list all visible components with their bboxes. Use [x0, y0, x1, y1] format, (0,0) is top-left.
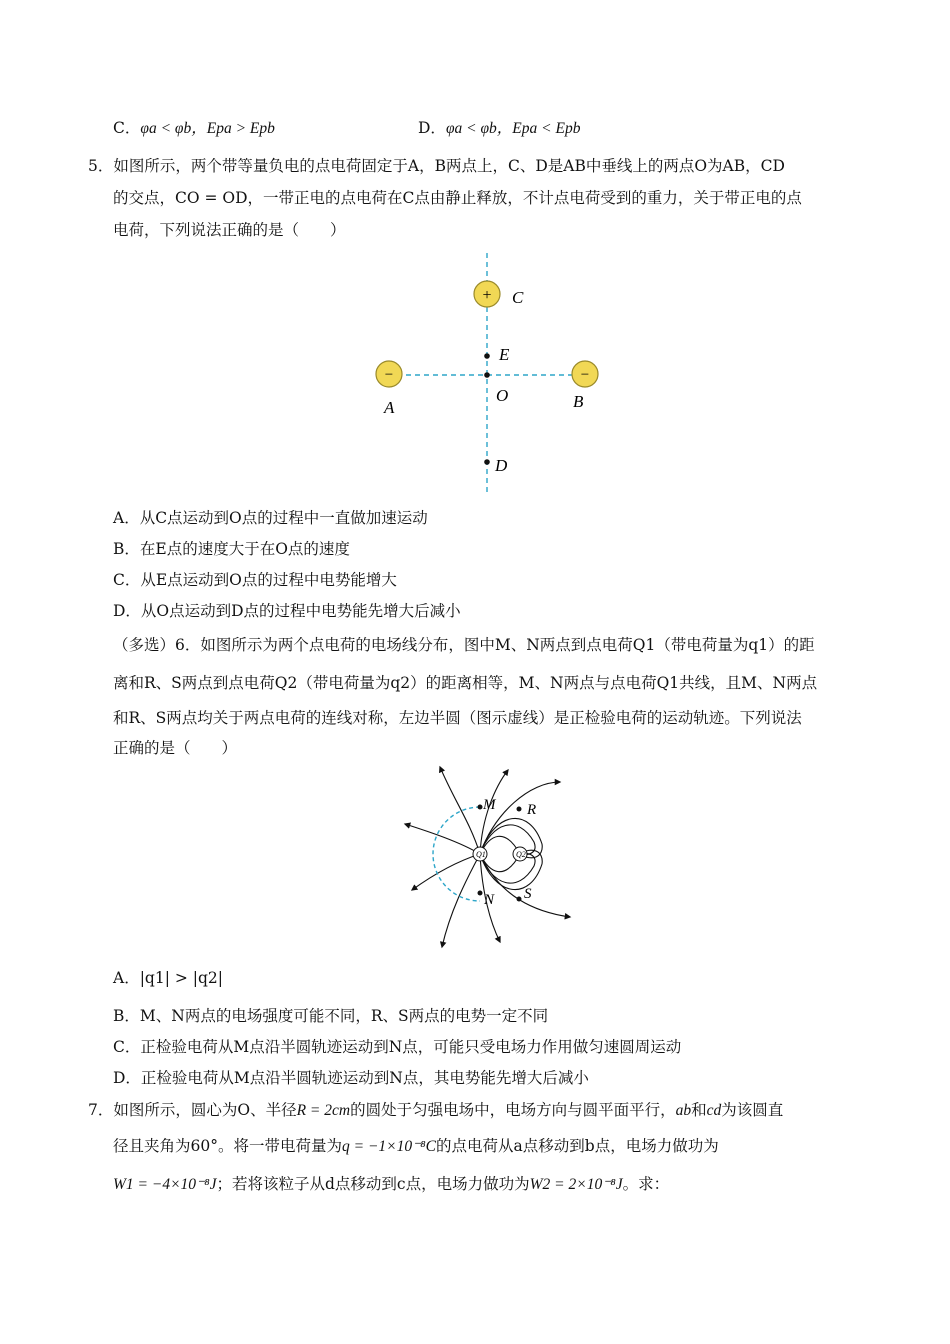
- label-s: S: [524, 886, 532, 902]
- q5-text-1: 如图所示，两个带等量负电的点电荷固定于A，B两点上，C、D是AB中垂线上的两点O为AB，CD: [113, 157, 785, 175]
- q7-radius: R = 2cm: [296, 1102, 351, 1119]
- q4-option-c-label: C．: [113, 119, 141, 137]
- label-r: R: [527, 802, 537, 818]
- label-q1: Q1: [476, 850, 486, 859]
- q5-line3: 电荷，下列说法正确的是（ ）: [113, 221, 346, 239]
- q7-text-2b: 的点电荷从a点移动到b点，电场力做功为: [436, 1137, 719, 1155]
- q6-option-c: C．正检验电荷从M点沿半圆轨迹运动到N点，可能只受电场力作用做匀速圆周运动: [113, 1038, 682, 1056]
- q7-charge: q = −1×10⁻⁸C: [341, 1138, 437, 1155]
- q5-line1: [88, 156, 785, 176]
- point-r: [517, 807, 522, 812]
- q5-figure: [360, 248, 610, 498]
- q6-line4: 正确的是（ ）: [113, 739, 238, 757]
- field-line-4: [405, 824, 480, 854]
- q4-option-d-label: D．: [418, 119, 446, 137]
- q6-figure: [400, 762, 575, 954]
- point-e: [484, 353, 490, 359]
- q7-line1: [88, 1100, 783, 1121]
- q7-text-1a: 如图所示，圆心为O、半径: [113, 1101, 297, 1119]
- label-m: M: [483, 797, 496, 813]
- label-o: O: [496, 386, 509, 405]
- q7-text-3a: ；若将该粒子从d点移动到c点，电场力做功为: [216, 1175, 530, 1193]
- q7-text-3b: 。求：: [622, 1175, 670, 1193]
- label-a: A: [384, 398, 395, 417]
- q4-option-d-expr: φa < φb，Epa < Epb: [445, 120, 581, 137]
- q7-line2: [113, 1136, 719, 1157]
- label-e: E: [499, 345, 510, 364]
- q6-option-d: D．正检验电荷从M点沿半圆轨迹运动到N点，其电势能先增大后减小: [113, 1069, 589, 1087]
- q7-text-1b: 的圆处于匀强电场中，电场方向与圆平面平行，: [350, 1101, 676, 1119]
- minus-sign-b: −: [580, 367, 590, 383]
- q5-option-c: C．从E点运动到O点的过程中电势能增大: [113, 571, 397, 589]
- q7-line3: [113, 1174, 669, 1195]
- plus-sign: +: [482, 287, 492, 304]
- q7-and: 和: [691, 1101, 707, 1119]
- label-n: N: [484, 892, 495, 908]
- label-b: B: [573, 392, 584, 411]
- point-o: [484, 372, 490, 378]
- point-s: [517, 897, 522, 902]
- q4-option-c-expr: φa < φb，Epa > Epb: [140, 120, 275, 137]
- q5-option-b: B．在E点的速度大于在O点的速度: [113, 540, 350, 558]
- q5-option-d: D．从O点运动到D点的过程中电势能先增大后减小: [113, 602, 461, 620]
- field-line-5: [412, 854, 480, 890]
- minus-sign-a: −: [384, 367, 394, 383]
- field-line-1: [440, 767, 480, 854]
- q4-option-d: [418, 118, 580, 139]
- point-d: [484, 459, 490, 465]
- q6-line1: （多选）6．如图所示为两个点电荷的电场线分布，图中M、N两点到点电荷Q1（带电荷量为q1）的距: [113, 636, 815, 654]
- label-c: C: [512, 288, 524, 307]
- point-m: [478, 805, 483, 810]
- loop-2: [480, 825, 535, 855]
- q7-text-1c: 为该圆直: [721, 1101, 784, 1119]
- q5-line2: 的交点，CO = OD，一带正电的点电荷在C点由静止释放，不计点电荷受到的重力，关于带正电的点: [113, 189, 802, 207]
- q6-line2: 离和R、S两点到点电荷Q2（带电荷量为q2）的距离相等，M、N两点与点电荷Q1共线，且M、N两点: [113, 674, 818, 692]
- label-q2: Q2: [516, 850, 526, 859]
- q4-option-c: [113, 118, 275, 139]
- q6-line3: 和R、S两点均关于两点电荷的连线对称，左边半圆（图示虚线）是正检验电荷的运动轨迹。下列说法: [113, 709, 802, 727]
- q7-work1: W1 = −4×10⁻⁸J: [113, 1176, 217, 1193]
- q7-number: 7．: [88, 1101, 114, 1119]
- label-d: D: [495, 456, 508, 475]
- q7-work2: W2 = 2×10⁻⁸J: [529, 1176, 623, 1193]
- q7-ab: ab: [675, 1102, 692, 1119]
- point-n: [478, 891, 483, 896]
- q6-option-a: A．|q1| > |q2|: [113, 969, 223, 987]
- q6-option-b: B．M、N两点的电场强度可能不同，R、S两点的电势一定不同: [113, 1007, 549, 1025]
- q7-text-2a: 径且夹角为60°。将一带电荷量为: [113, 1137, 342, 1155]
- q5-option-a: A．从C点运动到O点的过程中一直做加速运动: [113, 509, 428, 527]
- q7-cd: cd: [706, 1102, 722, 1119]
- q5-number: 5．: [88, 157, 114, 175]
- field-line-3: [480, 782, 560, 854]
